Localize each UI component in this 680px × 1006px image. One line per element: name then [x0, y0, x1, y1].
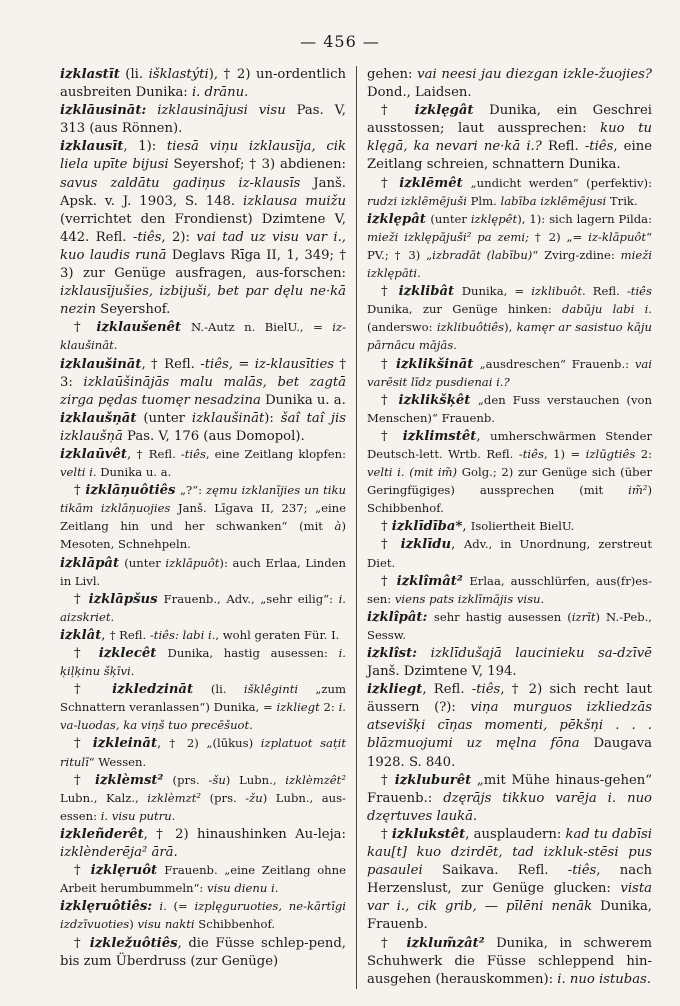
dictionary-entry: † izkleināt, † 2) „(lūkus) izplatuot sațit ritulī“ Wessen.	[60, 736, 346, 769]
dictionary-entry: izklîst: izklīdušajā laucinieku sa-dzīvē Janš. Dzimtene V, 194.	[367, 646, 652, 680]
dictionary-entry: † izklimstêt, umherschwärmen Stender Deutsch-lett. Wrtb. Refl. -tiês, 1) = izlūgtiês 2: velti i. (mit im̃) Golg.; 2) zur Genüge sich (über Geringfügiges) aussprechen (mit im̃²) Schibbenhof.	[367, 428, 653, 516]
dictionary-entry: izklausīt, 1): tiesā viņu izklausīja, cik liela upīte bijusi Seyershof; † 3) abdienen: savus zaldātu gadiņus iz-klausīs Janš. Apsk. v. J. 1903, S. 148. izklausa muižu (verrichtet den Frondienst) Dzimtene V, 442. Refl. -tiês, 2): vai tad uz visu var i., kuo laudis runā Deglavs Rīga II, 1, 349; † 3) zur Genüge ausfragen, aus-forschen: izklausījušies, izbijuši, bet par dęlu ne·kā nezin Seyershof.	[60, 139, 347, 318]
columns	[60, 66, 660, 989]
dictionary-entry: † izklēmêt „undicht werden“ (perfektiv): rudzi izklēmējuši Plm. labība izklēmējusi Trik.	[367, 175, 652, 208]
dictionary-entry: † izklīdība*, Isoliertheit BielU.	[381, 519, 575, 535]
dictionary-entry: † izklāpšus Frauenb., Adv., „sehr eilig“: i. aizskriet.	[60, 591, 346, 624]
dictionary-entry: izklępât (unter izklępêt), 1): sich lagern Pilda: mieži izklępājuši² pa zemi; † 2) „= iz-klāpuôt“ PV.; † 3) „izbradāt (labību)“ Zvirg-zdine: mieži izklępāti.	[367, 211, 653, 281]
dictionary-entry: † izklibât Dunika, = izklibuôt. Refl. -tiês Dunika, zur Genüge hinken: dabūju labi i. (anderswo: izklibuôtiês), kamęr ar sasistuo kāju pārnācu mājās.	[367, 284, 652, 353]
dictionary-entry: izklaūvêt, † Refl. -tiês, eine Zeitlang klopfen: velti i. Dunika u. a.	[60, 446, 346, 480]
dictionary-entry: izkleñderêt, † 2) hinaushinken Au-leja: izklènderēja² ārā.	[60, 826, 346, 861]
dictionary-entry: † izklum̃zât² Dunika, in schwerem Schuhwerk die Füsse schleppend hin-ausgehen (herauskommen): i. nuo istubas.	[367, 935, 652, 987]
dictionary-entry: † izklikšināt „ausdreschen“ Frauenb.: vai varēsit līdz pusdienai i.?	[367, 356, 652, 389]
dictionary-entry: izklęruôtiês: i. (= izplęguruoties, ne-kārtīgi izdzīvuoties) visu nakti Schibbenhof.	[60, 899, 346, 932]
dictionary-entry: † izkležuôtiês, die Füsse schlep-pend, bis zum Überdruss (zur Genüge)	[60, 935, 347, 969]
dictionary-entry: gehen: vai neesi jau diezgan izkle-žuojies? Dond., Laidsen.	[367, 67, 652, 101]
dictionary-entry: izklîpât: sehr hastig ausessen (izrīt) N.-Peb., Sessw.	[367, 609, 652, 642]
dictionary-entry: † izklīdu, Adv., in Unordnung, zerstreut Diet.	[367, 537, 652, 570]
dictionary-entry: † izkledzināt (li. išklêginti „zum Schnattern veranlassen“) Dunika, = izkliegt 2: i. va-luodas, ka viņš tuo precēšuot.	[60, 682, 346, 733]
dictionary-entry: izklât, † Refl. -tiês: labi i., wohl geraten Für. I.	[60, 627, 340, 643]
dictionary-entry: † izklecêt Dunika, hastig ausessen: i. ķiļķinu šķīvi.	[60, 646, 346, 679]
dictionary-entry: izklastīt (li. išklastýti), † 2) un-ordentlich ausbreiten Dunika: i. drānu.	[60, 67, 346, 101]
dictionary-entry: † izkluburêt „mit Mühe hinaus-gehen“ Frauenb.: dzęrājs tikkuo varēja i. nuo dzęrtuves laukā.	[367, 772, 652, 824]
left-column	[60, 66, 356, 989]
dictionary-entry: izklaušināt, † Refl. -tiês, = iz-klausīties † 3: izklaūšinājās malu malās, bet zagtā zirga pędas tuomęr nesadzina Dunika u. a.	[60, 356, 346, 408]
page-number: — 456 —	[300, 32, 380, 51]
dictionary-entry: † izklęruôt Frauenb. „eine Zeitlang ohne Arbeit herumbummeln“: visu dienu i.	[60, 863, 346, 896]
dictionary-entry: † izklukstêt, ausplaudern: kad tu dabīsi kau[t] kuo dzirdēt, tad izkluk-stēsi pus pasaulei Saikava. Refl. -tiês, nach Herzenslust, zur Genüge glucken: vista var i., cik grib, — pīlēni nenāk Dunika, Frauenb.	[367, 826, 653, 933]
dictionary-entry: † izklāņuôtiês „?“: zęmu izklanījies un tiku tikām izklāņuojies Janš. Līgava II, 237; „eine Zeitlang hin und her schwanken“ (mit à) Mesoten, Schnehpeln.	[60, 483, 346, 552]
dictionary-entry: † izklikšķêt „den Fuss verstauchen (von Menschen)“ Frauenb.	[367, 392, 652, 425]
dictionary-entry: † izklîmât² Erlaa, ausschlürfen, aus(fr)es-sen: viens pats izklīmājis visu.	[367, 573, 652, 606]
dictionary-entry: † izklaušenêt N.-Autz n. BielU., = iz-klaušināt.	[60, 320, 346, 353]
dictionary-entry: izklāpât (unter izklāpuôt): auch Erlaa, Linden in Livl.	[60, 555, 346, 588]
dictionary-entry: izklāusināt: izklausinājusi visu Pas. V, 313 (aus Rönnen).	[60, 103, 346, 137]
dictionary-entry: † izklèmst² (prs. -šu) Lubn., izklèmzêt² Lubn., Kalz., izklèmzt² (prs. -žu) Lubn., aus-essen: i. visu putru.	[60, 772, 346, 823]
dictionary-entry: † izklęgât Dunika, ein Geschrei ausstossen; laut aussprechen: kuo tu klęgā, ka nevari ne·kā i.? Refl. -tiês, eine Zeitlang schreien, schnattern Dunika.	[367, 103, 652, 173]
dictionary-entry: izkliegt, Refl. -tiês, † 2) sich recht laut äussern (?): viņa murguos izkliedzās atsevišķi cīņas momenti, pēkšņi . . . blāzmuojumi uz męlna fōna Daugava 1928. S. 840.	[367, 682, 652, 770]
dictionary-entry: izklaušņāt (unter izklaušināt): šaî taî jis izklaušņā Pas. V, 176 (aus Domopol).	[60, 410, 346, 444]
right-column	[356, 66, 652, 989]
